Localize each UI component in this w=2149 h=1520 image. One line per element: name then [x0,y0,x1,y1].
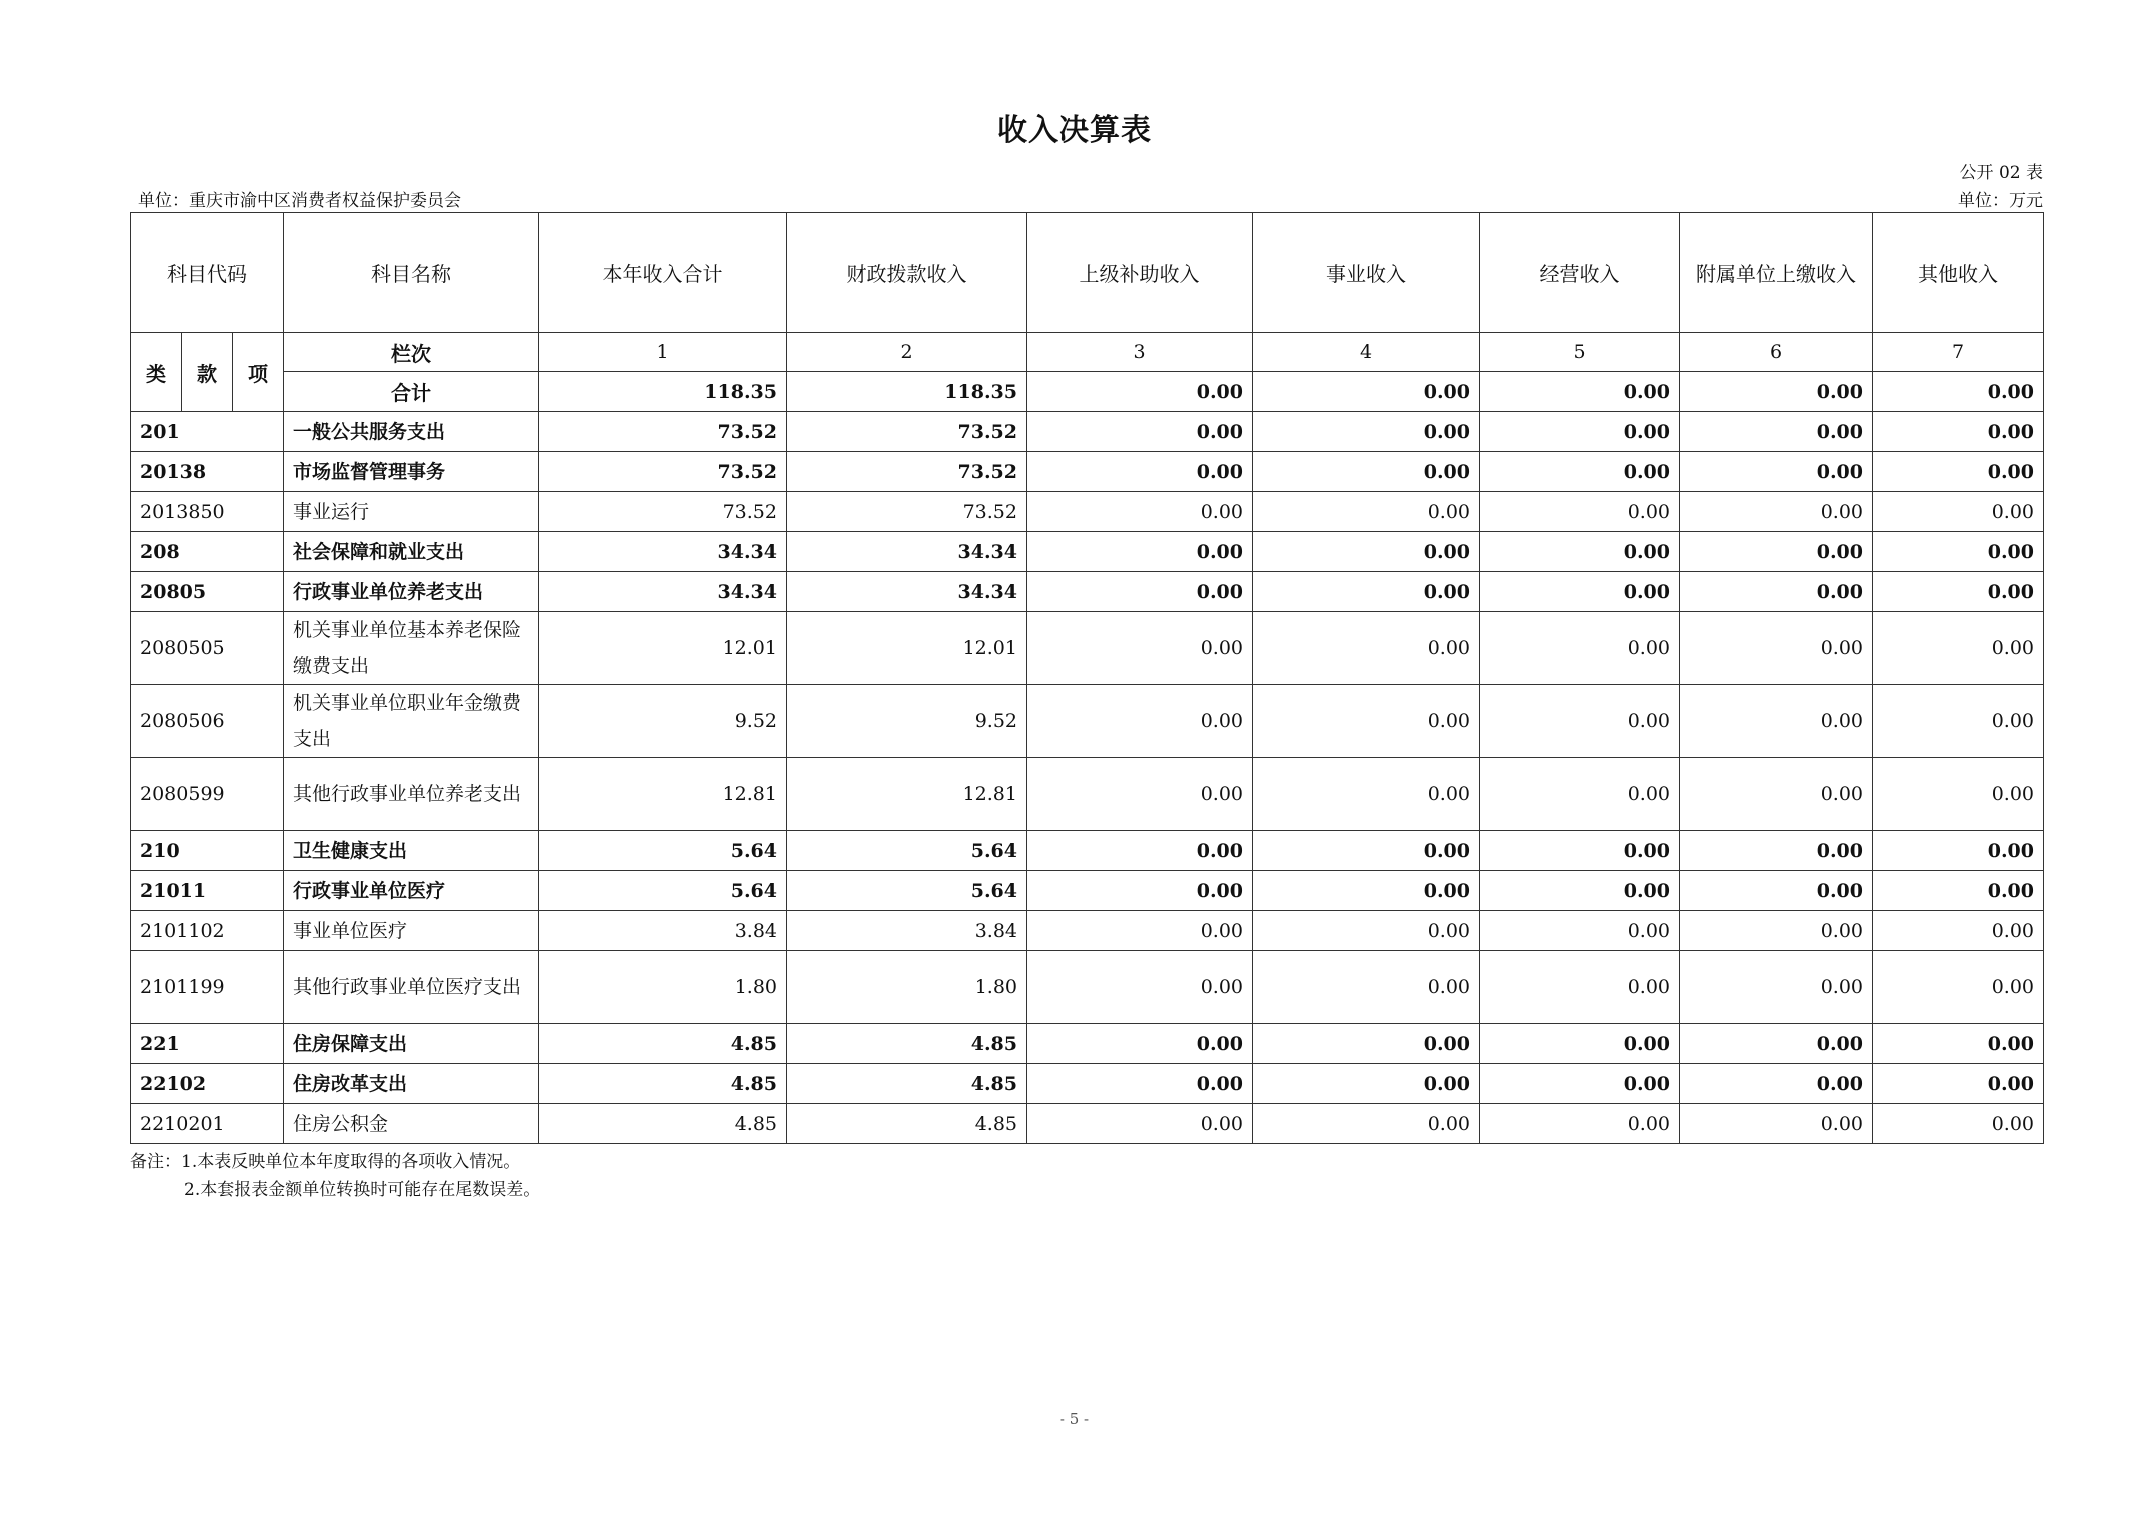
value-col-5: 0.00 [1480,1064,1680,1104]
value-col-7: 0.00 [1873,911,2044,951]
value-col-5: 0.00 [1480,911,1680,951]
value-col-7: 0.00 [1873,831,2044,871]
value-col-7: 0.00 [1873,758,2044,831]
value-col-2: 34.34 [787,572,1027,612]
table-row [131,871,2044,911]
subject-code: 21011 [131,871,284,911]
value-col-7: 0.00 [1873,685,2044,758]
value-col-1: 9.52 [539,685,787,758]
value-col-3: 0.00 [1027,612,1253,685]
value-col-1: 73.52 [539,412,787,452]
total-value-1: 118.35 [539,372,787,412]
unit-organization: 单位：重庆市渝中区消费者权益保护委员会 [138,191,461,211]
subject-code: 20805 [131,572,284,612]
value-col-7: 0.00 [1873,412,2044,452]
value-col-3: 0.00 [1027,492,1253,532]
table-row [131,492,2044,532]
value-col-6: 0.00 [1680,1104,1873,1144]
value-col-3: 0.00 [1027,1024,1253,1064]
value-col-2: 9.52 [787,685,1027,758]
header-row [131,213,2044,333]
table-row [131,758,2044,831]
subject-code: 2080599 [131,758,284,831]
value-col-2: 3.84 [787,911,1027,951]
subject-code: 22102 [131,1064,284,1104]
subject-name: 卫生健康支出 [284,831,539,871]
form-number: 公开 02 表 [1959,163,2043,183]
lanci-num-4: 4 [1253,333,1480,372]
value-col-5: 0.00 [1480,951,1680,1024]
value-col-3: 0.00 [1027,1104,1253,1144]
value-col-2: 5.64 [787,871,1027,911]
value-col-1: 5.64 [539,871,787,911]
value-col-7: 0.00 [1873,452,2044,492]
value-col-5: 0.00 [1480,532,1680,572]
income-table [130,212,2044,1144]
value-col-7: 0.00 [1873,1064,2044,1104]
value-col-7: 0.00 [1873,612,2044,685]
subject-name: 住房改革支出 [284,1064,539,1104]
value-col-7: 0.00 [1873,492,2044,532]
subject-name: 一般公共服务支出 [284,412,539,452]
value-col-5: 0.00 [1480,1024,1680,1064]
header-col-1: 本年收入合计 [539,213,787,333]
subject-code: 2210201 [131,1104,284,1144]
value-col-5: 0.00 [1480,1104,1680,1144]
subject-name: 事业单位医疗 [284,911,539,951]
xiang-header: 项 [233,333,284,412]
subject-code: 2080505 [131,612,284,685]
value-col-4: 0.00 [1253,871,1480,911]
value-col-2: 34.34 [787,532,1027,572]
subject-name: 行政事业单位医疗 [284,871,539,911]
header-name: 科目名称 [284,213,539,333]
value-col-4: 0.00 [1253,1064,1480,1104]
header-col-7: 其他收入 [1873,213,2044,333]
value-col-6: 0.00 [1680,1064,1873,1104]
note-1: 备注：1.本表反映单位本年度取得的各项收入情况。 [130,1152,521,1172]
value-col-5: 0.00 [1480,871,1680,911]
header-col-6: 附属单位上缴收入 [1680,213,1873,333]
header-code: 科目代码 [131,213,284,333]
value-col-3: 0.00 [1027,685,1253,758]
value-col-1: 1.80 [539,951,787,1024]
value-col-2: 73.52 [787,452,1027,492]
value-col-6: 0.00 [1680,412,1873,452]
table-body [131,213,2044,1144]
value-col-5: 0.00 [1480,831,1680,871]
value-col-1: 73.52 [539,492,787,532]
kuan-header: 款 [182,333,233,412]
value-col-7: 0.00 [1873,572,2044,612]
subject-name: 其他行政事业单位医疗支出 [284,951,539,1024]
value-col-1: 73.52 [539,452,787,492]
lanci-num-6: 6 [1680,333,1873,372]
total-row [131,372,2044,412]
value-col-1: 3.84 [539,911,787,951]
table-row [131,412,2044,452]
table-row [131,612,2044,685]
subject-name: 市场监督管理事务 [284,452,539,492]
page-title: 收入决算表 [997,113,1152,148]
value-col-4: 0.00 [1253,1024,1480,1064]
lanci-label: 栏次 [284,333,539,372]
note-2: 2.本套报表金额单位转换时可能存在尾数误差。 [184,1180,541,1200]
value-col-1: 4.85 [539,1064,787,1104]
subject-name: 住房公积金 [284,1104,539,1144]
subject-name: 机关事业单位职业年金缴费支出 [284,685,539,758]
lei-header: 类 [131,333,182,412]
value-col-2: 12.01 [787,612,1027,685]
value-col-3: 0.00 [1027,831,1253,871]
value-col-1: 5.64 [539,831,787,871]
value-col-4: 0.00 [1253,831,1480,871]
table-row [131,452,2044,492]
value-col-3: 0.00 [1027,1064,1253,1104]
table-row [131,1024,2044,1064]
subject-name: 行政事业单位养老支出 [284,572,539,612]
subject-name: 社会保障和就业支出 [284,532,539,572]
value-col-6: 0.00 [1680,532,1873,572]
value-col-6: 0.00 [1680,452,1873,492]
value-col-2: 73.52 [787,492,1027,532]
value-col-2: 73.52 [787,412,1027,452]
value-col-3: 0.00 [1027,532,1253,572]
value-col-4: 0.00 [1253,572,1480,612]
total-value-4: 0.00 [1253,372,1480,412]
value-col-4: 0.00 [1253,911,1480,951]
table-row [131,951,2044,1024]
value-col-6: 0.00 [1680,758,1873,831]
total-value-6: 0.00 [1680,372,1873,412]
lanci-num-1: 1 [539,333,787,372]
value-col-7: 0.00 [1873,532,2044,572]
total-label: 合计 [284,372,539,412]
subject-code: 201 [131,412,284,452]
total-value-2: 118.35 [787,372,1027,412]
subject-code: 2101199 [131,951,284,1024]
value-col-3: 0.00 [1027,951,1253,1024]
value-col-6: 0.00 [1680,685,1873,758]
value-col-5: 0.00 [1480,412,1680,452]
subject-code: 2013850 [131,492,284,532]
lanci-num-5: 5 [1480,333,1680,372]
value-col-2: 4.85 [787,1064,1027,1104]
table-row [131,532,2044,572]
subject-code: 221 [131,1024,284,1064]
value-col-1: 12.81 [539,758,787,831]
table-row [131,1104,2044,1144]
value-col-3: 0.00 [1027,758,1253,831]
value-col-5: 0.00 [1480,612,1680,685]
value-col-6: 0.00 [1680,871,1873,911]
value-col-4: 0.00 [1253,532,1480,572]
value-col-7: 0.00 [1873,871,2044,911]
value-col-6: 0.00 [1680,831,1873,871]
value-col-1: 4.85 [539,1024,787,1064]
subject-code: 20138 [131,452,284,492]
value-col-1: 12.01 [539,612,787,685]
value-col-3: 0.00 [1027,412,1253,452]
table-row [131,572,2044,612]
value-col-5: 0.00 [1480,572,1680,612]
header-col-4: 事业收入 [1253,213,1480,333]
subject-name: 住房保障支出 [284,1024,539,1064]
table-row [131,911,2044,951]
value-col-6: 0.00 [1680,911,1873,951]
value-col-4: 0.00 [1253,452,1480,492]
value-col-2: 12.81 [787,758,1027,831]
value-col-3: 0.00 [1027,452,1253,492]
value-col-5: 0.00 [1480,685,1680,758]
value-col-4: 0.00 [1253,492,1480,532]
value-col-5: 0.00 [1480,492,1680,532]
header-col-2: 财政拨款收入 [787,213,1027,333]
value-col-6: 0.00 [1680,1024,1873,1064]
value-col-2: 4.85 [787,1024,1027,1064]
value-col-4: 0.00 [1253,612,1480,685]
value-col-1: 4.85 [539,1104,787,1144]
value-col-5: 0.00 [1480,452,1680,492]
value-col-6: 0.00 [1680,951,1873,1024]
value-col-5: 0.00 [1480,758,1680,831]
table-row [131,685,2044,758]
header-col-3: 上级补助收入 [1027,213,1253,333]
table-row [131,831,2044,871]
value-col-6: 0.00 [1680,572,1873,612]
value-col-3: 0.00 [1027,572,1253,612]
lanci-num-2: 2 [787,333,1027,372]
total-value-5: 0.00 [1480,372,1680,412]
value-col-7: 0.00 [1873,1024,2044,1064]
table-row [131,1064,2044,1104]
subject-code: 210 [131,831,284,871]
subject-code: 208 [131,532,284,572]
subject-name: 其他行政事业单位养老支出 [284,758,539,831]
lanci-row [131,333,2044,372]
value-col-2: 4.85 [787,1104,1027,1144]
value-col-2: 1.80 [787,951,1027,1024]
notes [130,1148,540,1204]
value-col-2: 5.64 [787,831,1027,871]
value-col-3: 0.00 [1027,871,1253,911]
value-col-4: 0.00 [1253,412,1480,452]
value-col-1: 34.34 [539,572,787,612]
value-col-4: 0.00 [1253,685,1480,758]
lanci-num-7: 7 [1873,333,2044,372]
value-col-1: 34.34 [539,532,787,572]
page-number: - 5 - [1059,1410,1090,1428]
lanci-num-3: 3 [1027,333,1253,372]
total-value-3: 0.00 [1027,372,1253,412]
subject-code: 2101102 [131,911,284,951]
header-col-5: 经营收入 [1480,213,1680,333]
subject-code: 2080506 [131,685,284,758]
value-col-3: 0.00 [1027,911,1253,951]
value-col-4: 0.00 [1253,1104,1480,1144]
value-col-6: 0.00 [1680,492,1873,532]
subject-name: 机关事业单位基本养老保险缴费支出 [284,612,539,685]
subject-name: 事业运行 [284,492,539,532]
value-col-6: 0.00 [1680,612,1873,685]
unit-currency: 单位：万元 [1958,191,2043,211]
value-col-7: 0.00 [1873,951,2044,1024]
value-col-4: 0.00 [1253,951,1480,1024]
total-value-7: 0.00 [1873,372,2044,412]
value-col-4: 0.00 [1253,758,1480,831]
value-col-7: 0.00 [1873,1104,2044,1144]
